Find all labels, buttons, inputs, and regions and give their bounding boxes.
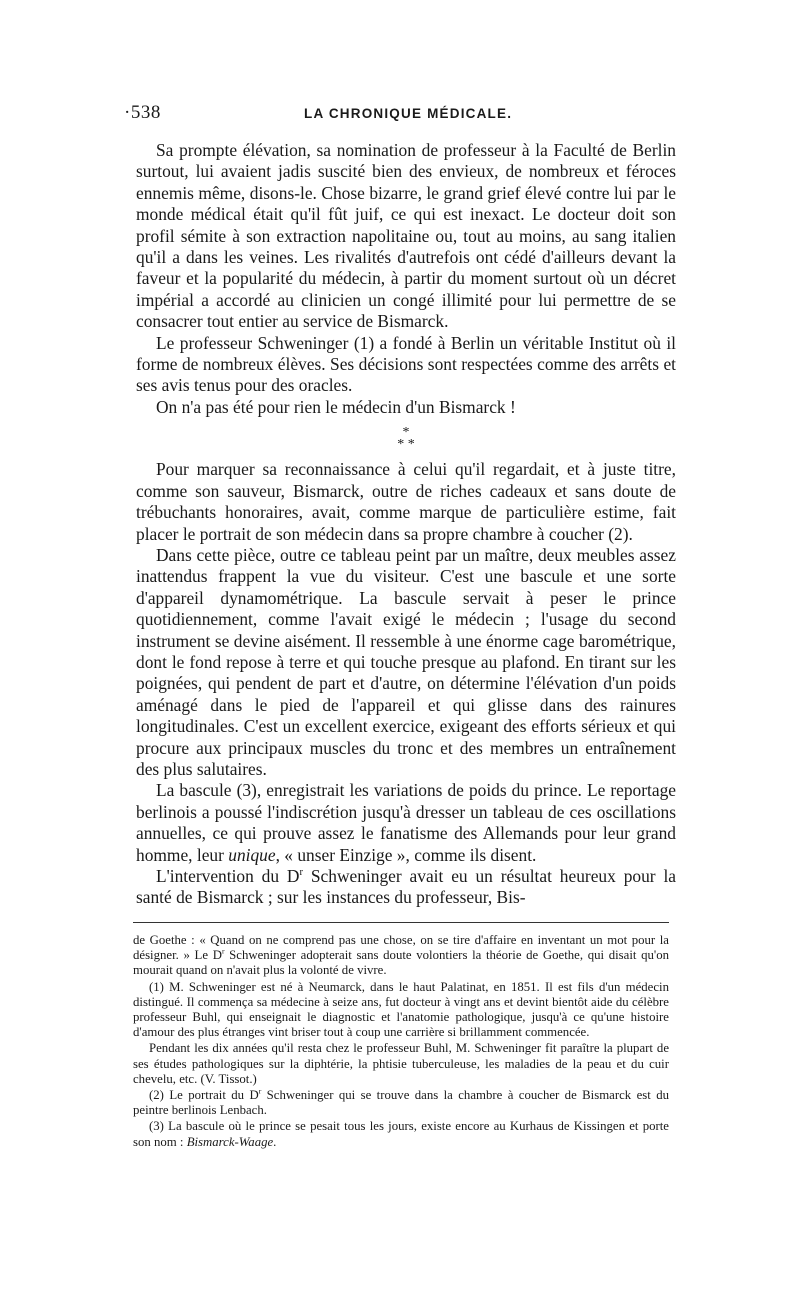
text-run: Schweninger avait eu un résultat heureux pour la santé de Bismarck ; sur les instances du professeur, Bis- — [136, 866, 676, 908]
running-title: LA CHRONIQUE MÉDICALE. — [304, 106, 513, 121]
page-header — [124, 102, 680, 128]
emphasis: Bismarck-Waage — [186, 1134, 274, 1149]
text-run: (2) Le portrait du D — [149, 1088, 259, 1103]
emphasis: unique — [228, 844, 276, 865]
superscript: r — [221, 946, 225, 956]
text-run: (3) La bascule où le prince se pesait tous les jours, existe encore au Kurhaus de Kissingen et porte son nom : — [133, 1119, 669, 1149]
text-run: , « unser Einzige », comme ils disent. — [275, 844, 537, 865]
paragraph: Dans cette pièce, outre ce tableau peint par un maître, deux meubles assez inattendus frappent la vue du visiteur. C'est une bascule et une sorte d'appareil dynamométrique. La bascule servait à peser le prince quotidiennement, comme l'avait exigé le médecin ; l'usage du second instrument se devine aisément. Il ressemble à une énorme cage barométrique, dont le fond repose à terre et qui touche presque au plafond. En tirant sur les poignées, qui pendent de part et d'autre, on détermine l'élévation d'un poids aménagé dans le pied de l'appareil et qui glisse dans des rainures longitudinales. C'est un excellent exercice, exigeant des efforts sérieux et qui procure aux principaux muscles du tronc et des membres un entraînement des plus salutaires. — [136, 544, 676, 779]
text-run: L'intervention du D — [156, 866, 300, 886]
asterism-separator — [136, 427, 676, 451]
footnotes — [133, 933, 669, 1151]
paragraph — [136, 866, 676, 909]
superscript: r — [258, 1086, 262, 1096]
asterism-top: * — [402, 425, 410, 441]
paragraph: Pour marquer sa reconnaissance à celui qu'il regardait, et à juste titre, comme son sauveur, Bismarck, outre de riches cadeaux et sans doute de trébuchants honoraires, avait, comme marque de particulière estime, fait placer le portrait de son médecin dans sa propre chambre à coucher (2). — [136, 459, 676, 544]
footnote-1: (1) M. Schweninger est né à Neumarck, dans le haut Palatinat, en 1851. Il est fils d'un médecin distingué. Il commença sa médecine à seize ans, fut docteur à vingt ans et devint bientôt aide du célèbre professeur Buhl, qui enseignait le diagnostic et l'anatomie pathologique, jusqu'à ce qu'une histoire d'amour des plus étranges vint briser tout à coup une carrière si brillamment commencée. — [133, 979, 669, 1040]
text-run: . — [273, 1134, 277, 1149]
body-text — [136, 140, 676, 909]
footnote-continuation — [133, 933, 669, 979]
footnote-2 — [133, 1088, 669, 1118]
text-run: Schweninger adopterait sans doute volontiers la théorie de Goethe, qui disait qu'on mourait quand on n'avait plus la volonté de vivre. — [133, 948, 669, 978]
paragraph: Sa prompte élévation, sa nomination de professeur à la Faculté de Berlin surtout, lui avaient jadis suscité bien des envieux, de nombreux et féroces ennemis même, disons-le. Chose bizarre, le grand grief élevé contre lui par le monde médical était qu'il fût juif, ce qui est inexact. Le docteur doit son profil sémite à son extraction napolitaine ou, tout au moins, au sang italien qu'il a dans les veines. Les rivalités d'autrefois ont cédé d'ailleurs devant la faveur et la popularité du médecin, à partir du moment surtout où un décret impérial a accordé au clinicien un congé illimité pour lui permettre de se consacrer tout entier au service de Bismarck. — [136, 140, 676, 332]
superscript: r — [299, 867, 303, 879]
text-run: Schweninger qui se trouve dans la chambre à coucher de Bismarck est du peintre berlinois Lenbach. — [133, 1088, 669, 1118]
asterism-bottom: * * — [397, 437, 415, 453]
paragraph: Le professeur Schweninger (1) a fondé à Berlin un véritable Institut où il forme de nombreux élèves. Ses décisions sont respectées comme des arrêts et ses avis tenus pour des oracles. — [136, 332, 676, 396]
text-run: La bascule (3), enregistrait les variations de poids du prince. Le reportage berlinois a poussé l'indiscrétion jusqu'à dresser un tableau de ces oscillations annuelles, ce qui prouve assez le fanatisme des Allemands pour leur grand homme, leur — [136, 780, 676, 865]
paragraph — [136, 780, 676, 866]
footnote-1-cont: Pendant les dix années qu'il resta chez le professeur Buhl, M. Schweninger fit paraître la plupart de ses études pathologiques sur la diphtérie, la phtisie tuberculeuse, les maladies de la peau et du cuir chevelu, etc. (V. Tissot.) — [133, 1041, 669, 1086]
footnote-3 — [133, 1119, 669, 1149]
footnote-rule — [133, 922, 669, 923]
text-run: de Goethe : « Quand on ne comprend pas une chose, on se tire d'affaire en inventant un mot pour la désigner. » Le D — [133, 933, 669, 963]
page-number: ·538 — [124, 102, 161, 123]
paragraph: On n'a pas été pour rien le médecin d'un Bismarck ! — [156, 396, 516, 417]
